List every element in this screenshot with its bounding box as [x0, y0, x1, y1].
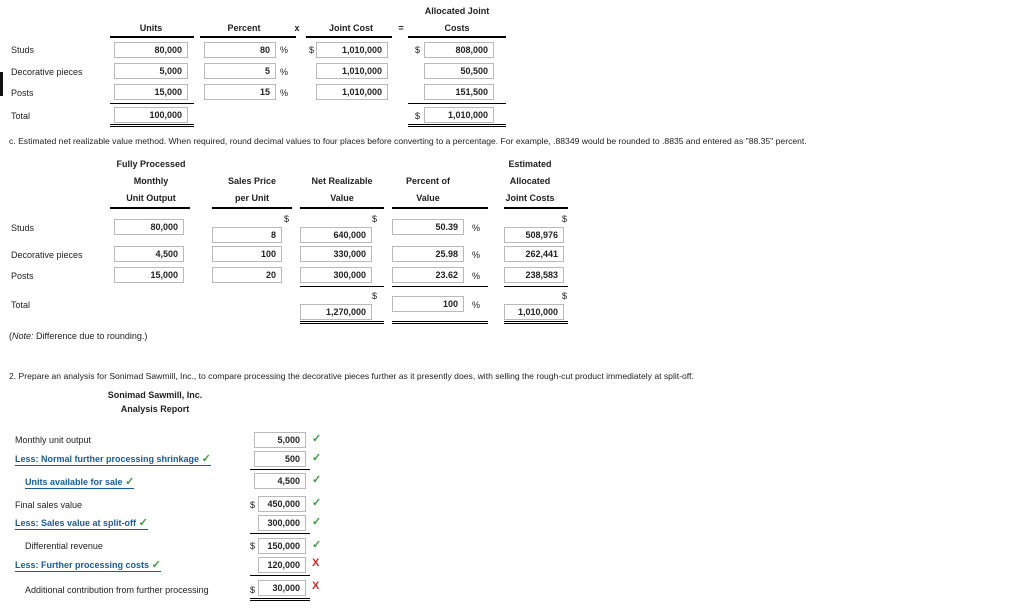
select-units-available[interactable]: Units available for sale ✓ — [25, 476, 135, 488]
percent-sign: % — [472, 250, 481, 260]
allocated-input-decorative[interactable]: 50,500 — [424, 63, 494, 79]
equals-symbol: = — [398, 23, 404, 33]
alloc-input-posts[interactable]: 238,583 — [504, 267, 564, 283]
joint-cost-input-posts[interactable]: 1,010,000 — [316, 84, 388, 100]
pct-input-total[interactable]: 100 — [392, 296, 464, 312]
correct-check-icon: ✓ — [312, 433, 322, 445]
joint-cost-input-decorative[interactable]: 1,010,000 — [316, 63, 388, 79]
col-header-output-2: Monthly — [133, 176, 169, 186]
alloc-input-total[interactable]: 1,010,000 — [504, 304, 564, 320]
col-header-nrv-1: Net Realizable — [311, 176, 373, 186]
units-input-posts[interactable]: 15,000 — [114, 84, 188, 100]
row-label-decorative: Decorative pieces — [11, 67, 83, 77]
left-edge-marker — [0, 72, 3, 96]
units-input-studs[interactable]: 80,000 — [114, 42, 188, 58]
col-header-price-2: per Unit — [234, 193, 269, 203]
col-header-nrv-2: Value — [330, 193, 354, 203]
col-header-price-1: Sales Price — [227, 176, 277, 186]
allocated-input-posts[interactable]: 151,500 — [424, 84, 494, 100]
value-monthly-output[interactable]: 5,000 — [254, 432, 306, 448]
incorrect-x-icon: X — [312, 557, 320, 569]
check-icon: ✓ — [138, 517, 148, 529]
col-header-pct-1: Percent of — [405, 176, 450, 186]
dollar-sign: $ — [415, 111, 421, 121]
dollar-sign: $ — [372, 214, 378, 224]
percent-sign: % — [280, 45, 289, 55]
dollar-sign: $ — [250, 585, 256, 595]
correct-check-icon: ✓ — [312, 539, 322, 551]
label-monthly-output: Monthly unit output — [15, 435, 92, 445]
value-additional-contribution[interactable]: 30,000 — [258, 580, 306, 596]
col-header-joint-cost: Joint Cost — [329, 23, 373, 33]
pct-input-studs[interactable]: 50.39 — [392, 219, 464, 235]
label-differential-revenue: Differential revenue — [25, 541, 103, 551]
correct-check-icon: ✓ — [312, 452, 322, 464]
percent-sign: % — [472, 223, 481, 233]
row-label-studs: Studs — [11, 223, 35, 233]
value-shrinkage[interactable]: 500 — [254, 451, 306, 467]
dollar-sign: $ — [562, 214, 568, 224]
percent-input-posts[interactable]: 15 — [204, 84, 276, 100]
percent-input-decorative[interactable]: 5 — [204, 63, 276, 79]
row-label-posts: Posts — [11, 88, 34, 98]
value-split-off[interactable]: 300,000 — [258, 515, 306, 531]
value-final-sales[interactable]: 450,000 — [258, 496, 306, 512]
correct-check-icon: ✓ — [312, 497, 322, 509]
label-additional-contribution: Additional contribution from further processing — [25, 585, 209, 595]
col-header-output-3: Unit Output — [126, 193, 176, 203]
rounding-note: (Note: Difference due to rounding.) — [9, 331, 148, 341]
pct-input-posts[interactable]: 23.62 — [392, 267, 464, 283]
col-header-alloc-3: Joint Costs — [505, 193, 555, 203]
dollar-sign: $ — [250, 541, 256, 551]
check-icon: ✓ — [151, 559, 161, 571]
col-header-alloc-1: Estimated — [508, 159, 552, 169]
correct-check-icon: ✓ — [312, 474, 322, 486]
incorrect-x-icon: X — [312, 580, 320, 592]
percent-sign: % — [472, 271, 481, 281]
joint-cost-input-studs[interactable]: 1,010,000 — [316, 42, 388, 58]
output-input-decorative[interactable]: 4,500 — [114, 246, 184, 262]
percent-input-studs[interactable]: 80 — [204, 42, 276, 58]
part-c-instruction: c. Estimated net realizable value method. When required, round decimal values to four places before converting to a percentage. For example, .88349 would be rounded to .8835 and entered as "88.35" percent. — [9, 136, 807, 146]
value-units-available[interactable]: 4,500 — [254, 473, 306, 489]
label-final-sales: Final sales value — [15, 500, 83, 510]
company-name: Sonimad Sawmill, Inc. — [107, 390, 203, 400]
output-input-posts[interactable]: 15,000 — [114, 267, 184, 283]
row-label-posts: Posts — [11, 271, 34, 281]
col-header-allocated-2: Costs — [444, 23, 470, 33]
alloc-input-decorative[interactable]: 262,441 — [504, 246, 564, 262]
col-header-allocated-1: Allocated Joint — [424, 6, 490, 16]
value-further-costs[interactable]: 120,000 — [258, 557, 306, 573]
row-label-total: Total — [11, 111, 31, 121]
select-further-costs[interactable]: Less: Further processing costs ✓ — [15, 559, 161, 571]
percent-sign: % — [280, 67, 289, 77]
col-header-pct-2: Value — [416, 193, 440, 203]
allocated-input-total[interactable]: 1,010,000 — [424, 107, 494, 123]
part-2-instruction: 2. Prepare an analysis for Sonimad Sawmill, Inc., to compare processing the decorative pieces further as it presently does, with selling the rough-cut product immediately at split-off. — [9, 371, 694, 381]
dollar-sign: $ — [309, 45, 315, 55]
allocated-input-studs[interactable]: 808,000 — [424, 42, 494, 58]
row-label-total: Total — [11, 300, 31, 310]
nrv-input-posts[interactable]: 300,000 — [300, 267, 372, 283]
col-header-units: Units — [139, 23, 163, 33]
row-label-studs: Studs — [11, 45, 35, 55]
units-input-total[interactable]: 100,000 — [114, 107, 188, 123]
pct-input-decorative[interactable]: 25.98 — [392, 246, 464, 262]
nrv-input-total[interactable]: 1,270,000 — [300, 304, 372, 320]
col-header-output-1: Fully Processed — [116, 159, 186, 169]
check-icon: ✓ — [125, 476, 135, 488]
units-input-decorative[interactable]: 5,000 — [114, 63, 188, 79]
alloc-input-studs[interactable]: 508,976 — [504, 227, 564, 243]
col-header-percent: Percent — [227, 23, 261, 33]
price-input-posts[interactable]: 20 — [212, 267, 282, 283]
price-input-studs[interactable]: 8 — [212, 227, 282, 243]
select-split-off-value[interactable]: Less: Sales value at split-off ✓ — [15, 517, 148, 529]
report-title: Analysis Report — [120, 404, 190, 414]
dollar-sign: $ — [284, 214, 290, 224]
nrv-input-studs[interactable]: 640,000 — [300, 227, 372, 243]
dollar-sign: $ — [372, 291, 378, 301]
dollar-sign: $ — [250, 500, 256, 510]
correct-check-icon: ✓ — [312, 516, 322, 528]
percent-sign: % — [472, 300, 481, 310]
times-symbol: x — [294, 23, 300, 33]
price-input-decorative[interactable]: 100 — [212, 246, 282, 262]
dollar-sign: $ — [415, 45, 421, 55]
dollar-sign: $ — [562, 291, 568, 301]
nrv-input-decorative[interactable]: 330,000 — [300, 246, 372, 262]
select-shrinkage[interactable]: Less: Normal further processing shrinkage ✓ — [15, 453, 211, 465]
output-input-studs[interactable]: 80,000 — [114, 219, 184, 235]
col-header-alloc-2: Allocated — [509, 176, 551, 186]
value-differential-revenue[interactable]: 150,000 — [258, 538, 306, 554]
row-label-decorative: Decorative pieces — [11, 250, 83, 260]
check-icon: ✓ — [201, 453, 211, 465]
percent-sign: % — [280, 88, 289, 98]
